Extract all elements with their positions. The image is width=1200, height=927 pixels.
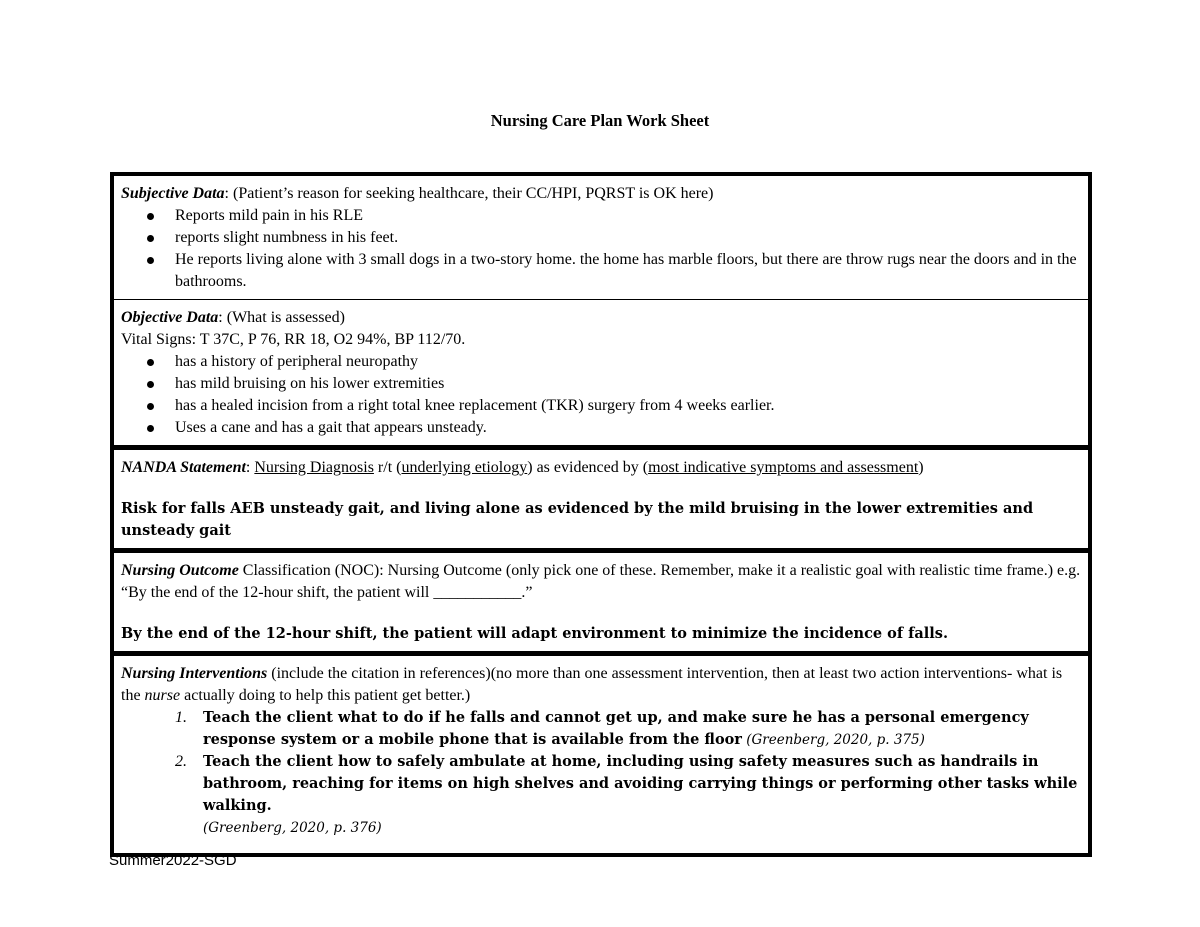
list-item: reports slight numbness in his feet. (175, 227, 1081, 249)
nanda-diagnosis-term: Nursing Diagnosis (254, 459, 374, 476)
objective-section (114, 299, 1088, 445)
interventions-section (114, 651, 1088, 853)
subjective-prompt: : (Patient’s reason for seeking healthcare, their CC/HPI, PQRST is OK here) (224, 185, 714, 202)
interventions-list (121, 707, 1081, 839)
intervention-text: Teach the client how to safely ambulate at home, including using safety measures such as handrails in bathroom, reaching for items on high shelves and avoiding carrying things or performing other tasks while walking. (203, 753, 1078, 814)
subjective-header (121, 183, 1081, 205)
interventions-prompt-a: (include the citation in references)(no more than one assessment intervention, then at least two action interventions- what is the (121, 665, 1063, 704)
intervention-citation: (Greenberg, 2020, p. 376) (203, 820, 382, 836)
list-item: Uses a cane and has a gait that appears unsteady. (175, 417, 1081, 439)
page-footer: Summer2022-SGD (109, 852, 237, 869)
list-item: has a history of peripheral neuropathy (175, 351, 1081, 373)
list-item (175, 751, 1081, 839)
interventions-label: Nursing Interventions (121, 665, 268, 682)
subjective-list (121, 205, 1081, 293)
outcome-header (121, 560, 1081, 604)
objective-label: Objective Data (121, 309, 219, 326)
interventions-header (121, 663, 1081, 707)
subjective-section (114, 176, 1088, 299)
list-number: 2. (175, 753, 187, 770)
vital-signs: Vital Signs: T 37C, P 76, RR 18, O2 94%, BP 112/70. (121, 331, 466, 348)
nanda-section (114, 445, 1088, 548)
nanda-aeb: ) as evidenced by ( (527, 459, 649, 476)
objective-prompt: : (What is assessed) (218, 309, 345, 326)
spacer (121, 479, 1081, 498)
list-item (175, 707, 1081, 751)
list-item: has mild bruising on his lower extremities (175, 373, 1081, 395)
spacer (121, 604, 1081, 623)
list-item: He reports living alone with 3 small dogs in a two-story home. the home has marble floors, but there are throw rugs near the doors and in the bathrooms. (175, 249, 1081, 293)
objective-header (121, 307, 1081, 329)
intervention-text: Teach the client what to do if he falls and cannot get up, and make sure he has a personal emergency response system or a mobile phone that is available from the floor (203, 709, 1029, 748)
outcome-prompt: Classification (NOC): Nursing Outcome (only pick one of these. Remember, make it a realistic goal with realistic time frame.) e.g. “By the end of the 12-hour shift, the patient will ___________.” (121, 562, 1081, 601)
objective-list (121, 351, 1081, 439)
list-item: Reports mild pain in his RLE (175, 205, 1081, 227)
nanda-etiology-term: underlying etiology (401, 459, 528, 476)
care-plan-table (110, 172, 1092, 857)
list-number: 1. (175, 709, 187, 726)
nanda-close: ) (918, 459, 924, 476)
interventions-prompt-b: actually doing to help this patient get better.) (180, 687, 471, 704)
subjective-label: Subjective Data (121, 185, 225, 202)
page-title: Nursing Care Plan Work Sheet (490, 111, 710, 130)
nanda-symptoms-term: most indicative symptoms and assessment (648, 459, 919, 476)
nanda-statement: Risk for falls AEB unsteady gait, and living alone as evidenced by the mild bruising in the lower extremities and unsteady gait (121, 500, 1034, 539)
outcome-label: Nursing Outcome (121, 562, 239, 579)
intervention-citation: (Greenberg, 2020, p. 375) (741, 732, 925, 748)
outcome-section (114, 548, 1088, 651)
list-item: has a healed incision from a right total knee replacement (TKR) surgery from 4 weeks earlier. (175, 395, 1081, 417)
nanda-sep: : (245, 459, 255, 476)
nanda-label: NANDA Statement (121, 459, 246, 476)
nanda-header (121, 457, 1081, 479)
nanda-rt: r/t ( (373, 459, 402, 476)
outcome-statement: By the end of the 12-hour shift, the patient will adapt environment to minimize the incidence of falls. (121, 625, 949, 642)
interventions-prompt-nurse: nurse (144, 687, 181, 704)
